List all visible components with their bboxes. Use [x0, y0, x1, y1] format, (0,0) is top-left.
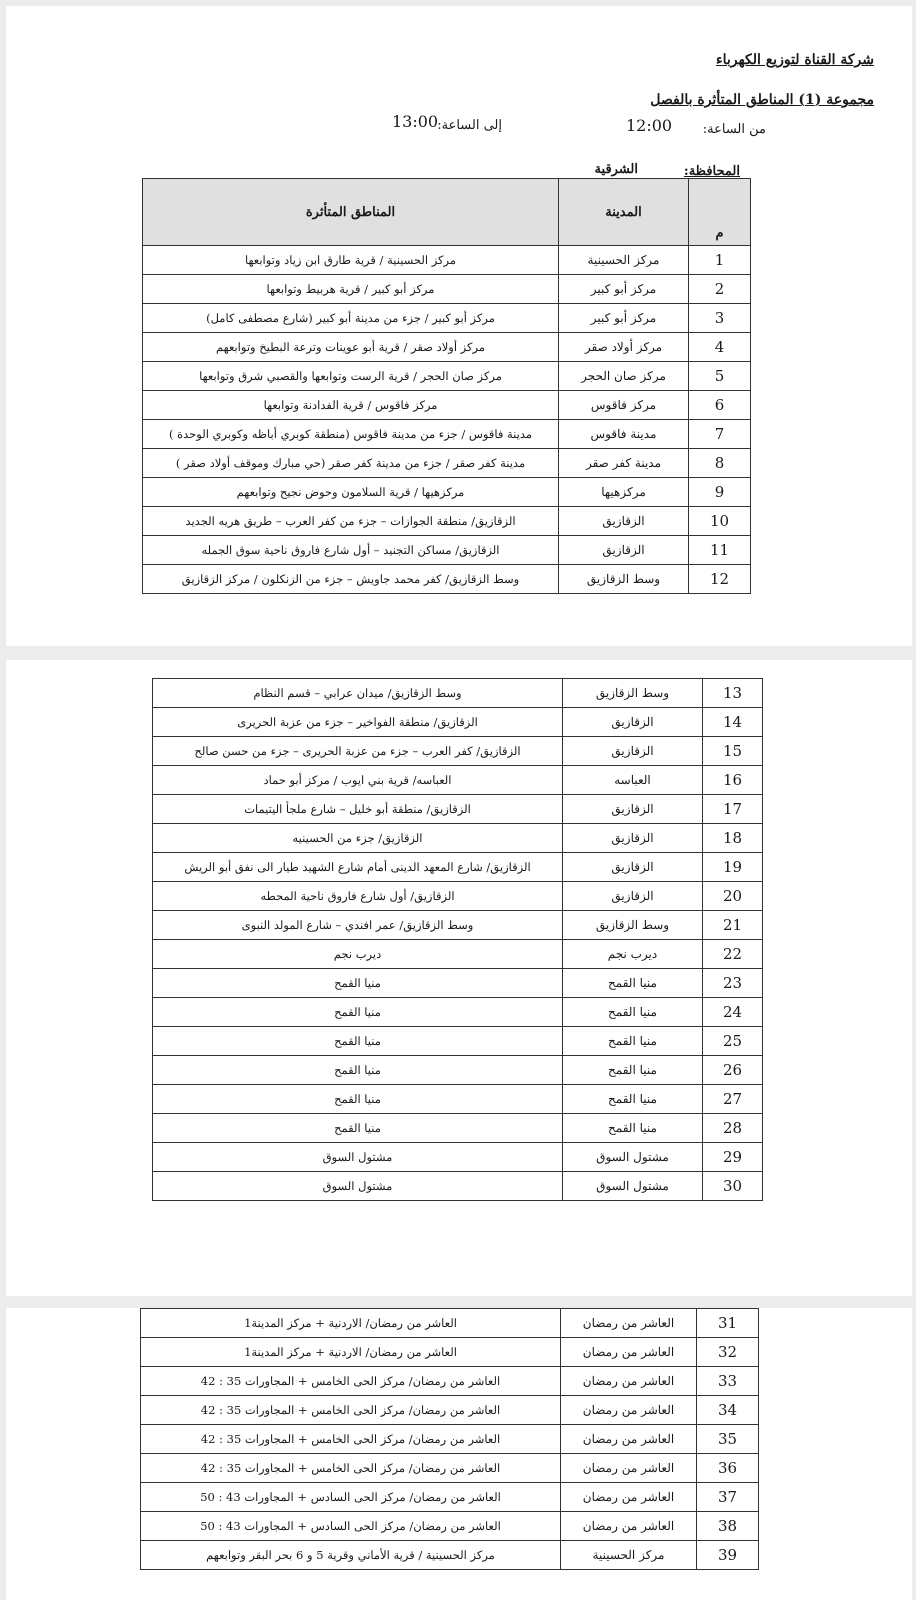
table-row: [153, 853, 763, 882]
table-row: [143, 333, 751, 362]
row-city: منيا القمح: [563, 1027, 703, 1056]
row-area: مشتول السوق: [153, 1172, 563, 1201]
row-number: 26: [703, 1056, 763, 1085]
table-row: [153, 882, 763, 911]
row-city: الزقازيق: [559, 536, 689, 565]
row-number: 29: [703, 1143, 763, 1172]
row-number: 27: [703, 1085, 763, 1114]
table-row: [153, 911, 763, 940]
row-city: الزقازيق: [563, 882, 703, 911]
row-area: العاشر من رمضان/ مركز الحى الخامس + المجاورات 35 : 42: [141, 1454, 561, 1483]
table-row: [153, 1027, 763, 1056]
row-area: وسط الزقازيق/ كفر محمد جاويش – جزء من الزنكلون / مركز الزقازيق: [143, 565, 559, 594]
table-row: [141, 1483, 759, 1512]
row-city: العاشر من رمضان: [561, 1309, 697, 1338]
row-number: 37: [697, 1483, 759, 1512]
col-header-area: المناطق المتأثرة: [143, 179, 559, 246]
row-city: الزقازيق: [563, 737, 703, 766]
row-city: العاشر من رمضان: [561, 1454, 697, 1483]
row-number: 18: [703, 824, 763, 853]
table-row: [153, 998, 763, 1027]
row-city: مشتول السوق: [563, 1172, 703, 1201]
row-area: مركز فاقوس / قرية الفدادنة وتوابعها: [143, 391, 559, 420]
row-city: منيا القمح: [563, 1056, 703, 1085]
row-number: 20: [703, 882, 763, 911]
to-time-label: إلى الساعة:: [437, 118, 502, 133]
table-row: [143, 246, 751, 275]
table-row: [153, 969, 763, 998]
table-row: [143, 449, 751, 478]
row-number: 6: [689, 391, 751, 420]
row-area: منيا القمح: [153, 1027, 563, 1056]
row-number: 22: [703, 940, 763, 969]
row-area: وسط الزقازيق/ عمر افندي – شارع المولد النبوى: [153, 911, 563, 940]
row-number: 25: [703, 1027, 763, 1056]
table-row: [141, 1396, 759, 1425]
row-area: الزقازيق/ منطقة أبو خليل – شارع ملجأ اليتيمات: [153, 795, 563, 824]
row-city: مركز أبو كبير: [559, 304, 689, 333]
row-number: 16: [703, 766, 763, 795]
row-number: 12: [689, 565, 751, 594]
row-city: منيا القمح: [563, 998, 703, 1027]
row-number: 24: [703, 998, 763, 1027]
table-row: [153, 679, 763, 708]
table-row: [143, 420, 751, 449]
row-area: مشتول السوق: [153, 1143, 563, 1172]
row-city: العاشر من رمضان: [561, 1512, 697, 1541]
row-number: 32: [697, 1338, 759, 1367]
row-city: منيا القمح: [563, 1085, 703, 1114]
table-row: [153, 1056, 763, 1085]
row-number: 30: [703, 1172, 763, 1201]
row-city: الزقازيق: [559, 507, 689, 536]
row-area: منيا القمح: [153, 1056, 563, 1085]
row-city: وسط الزقازيق: [563, 679, 703, 708]
table-row: [153, 1085, 763, 1114]
row-area: العباسه/ قرية بني ايوب / مركز أبو حماد: [153, 766, 563, 795]
table-row: [143, 536, 751, 565]
row-number: 39: [697, 1541, 759, 1570]
row-number: 34: [697, 1396, 759, 1425]
row-city: منيا القمح: [563, 969, 703, 998]
table-row: [141, 1338, 759, 1367]
governorate-value: الشرقية: [594, 162, 638, 177]
row-area: الزقازيق/ منطقة الفواخير – جزء من عزبة الحريرى: [153, 708, 563, 737]
row-area: مدينة كفر صقر / جزء من مدينة كفر صقر (حي مبارك وموقف أولاد صقر ): [143, 449, 559, 478]
document-page-1: [6, 6, 912, 646]
from-time-value: 12:00: [626, 116, 673, 135]
row-city: مركز فاقوس: [559, 391, 689, 420]
table-row: [143, 275, 751, 304]
row-area: مركز أولاد صقر / قرية أبو عوينات وترعة البطيخ وتوابعهم: [143, 333, 559, 362]
row-area: مركز الحسينية / قرية طارق ابن زياد وتوابعها: [143, 246, 559, 275]
affected-areas-table-2: [152, 678, 763, 1201]
row-city: مركز أولاد صقر: [559, 333, 689, 362]
col-header-city: المدينة: [559, 179, 689, 246]
row-number: 36: [697, 1454, 759, 1483]
row-number: 5: [689, 362, 751, 391]
row-area: العاشر من رمضان/ مركز الحى الخامس + المجاورات 35 : 42: [141, 1396, 561, 1425]
row-number: 10: [689, 507, 751, 536]
row-area: الزقازيق/ مساكن التجنيد – أول شارع فاروق ناحية سوق الجمله: [143, 536, 559, 565]
row-city: العاشر من رمضان: [561, 1396, 697, 1425]
table-row: [153, 824, 763, 853]
row-number: 7: [689, 420, 751, 449]
row-area: وسط الزقازيق/ ميدان عرابي – قسم النظام: [153, 679, 563, 708]
row-city: مركز الحسينية: [559, 246, 689, 275]
row-area: مدينة فاقوس / جزء من مدينة فاقوس (منطقة كوبري أباظه وكوبري الوحدة ): [143, 420, 559, 449]
row-area: مركز صان الحجر / قرية الرست وتوابعها والقصبي شرق وتوابعها: [143, 362, 559, 391]
row-number: 9: [689, 478, 751, 507]
company-name: شركة القناة لتوزيع الكهرباء: [716, 52, 874, 68]
table-row: [141, 1425, 759, 1454]
row-area: العاشر من رمضان/ الاردنية + مركز المدينة1: [141, 1309, 561, 1338]
table-row: [141, 1367, 759, 1396]
table-header-row: [143, 179, 751, 246]
table-row: [143, 507, 751, 536]
table-row: [143, 478, 751, 507]
row-area: منيا القمح: [153, 998, 563, 1027]
table-row: [141, 1454, 759, 1483]
row-number: 31: [697, 1309, 759, 1338]
table-row: [153, 795, 763, 824]
row-city: العاشر من رمضان: [561, 1483, 697, 1512]
table-row: [143, 304, 751, 333]
row-city: مركز صان الحجر: [559, 362, 689, 391]
affected-areas-table-3: [140, 1308, 759, 1570]
row-city: مركزهيها: [559, 478, 689, 507]
row-number: 19: [703, 853, 763, 882]
row-number: 13: [703, 679, 763, 708]
row-number: 33: [697, 1367, 759, 1396]
row-area: ديرب نجم: [153, 940, 563, 969]
row-area: مركز أبو كبير / جزء من مدينة أبو كبير (شارع مصطفى كامل): [143, 304, 559, 333]
row-number: 2: [689, 275, 751, 304]
col-header-number: م: [689, 179, 751, 246]
row-city: العاشر من رمضان: [561, 1338, 697, 1367]
row-city: وسط الزقازيق: [559, 565, 689, 594]
row-area: العاشر من رمضان/ الاردنية + مركز المدينة1: [141, 1338, 561, 1367]
row-area: الزقازيق/ شارع المعهد الدينى أمام شارع الشهيد طيار الى نفق أبو الريش: [153, 853, 563, 882]
row-city: مركز الحسينية: [561, 1541, 697, 1570]
row-number: 11: [689, 536, 751, 565]
document-page-2: [6, 660, 912, 1296]
row-number: 8: [689, 449, 751, 478]
row-number: 35: [697, 1425, 759, 1454]
row-city: مركز أبو كبير: [559, 275, 689, 304]
row-city: وسط الزقازيق: [563, 911, 703, 940]
row-number: 4: [689, 333, 751, 362]
group-title: مجموعة (1) المناطق المتأثرة بالفصل: [650, 92, 874, 108]
table-row: [153, 737, 763, 766]
table-row: [153, 940, 763, 969]
table-row: [141, 1512, 759, 1541]
row-number: 3: [689, 304, 751, 333]
row-area: الزقازيق/ كفر العرب – جزء من عزبة الحريرى – جزء من حسن صالح: [153, 737, 563, 766]
row-city: مشتول السوق: [563, 1143, 703, 1172]
row-city: الزقازيق: [563, 824, 703, 853]
row-city: ديرب نجم: [563, 940, 703, 969]
table-row: [143, 565, 751, 594]
row-city: منيا القمح: [563, 1114, 703, 1143]
row-city: الزقازيق: [563, 795, 703, 824]
row-area: العاشر من رمضان/ مركز الحى السادس + المجاورات 43 : 50: [141, 1512, 561, 1541]
governorate-label: المحافظة:: [683, 164, 740, 179]
table-row: [153, 766, 763, 795]
row-area: العاشر من رمضان/ مركز الحى الخامس + المجاورات 35 : 42: [141, 1425, 561, 1454]
row-area: الزقازيق/ منطقة الجوازات – جزء من كفر العرب – طريق هريه الجديد: [143, 507, 559, 536]
table-row: [143, 362, 751, 391]
table-row: [141, 1309, 759, 1338]
to-time-value: 13:00: [392, 112, 439, 131]
table-row: [143, 391, 751, 420]
row-area: الزقازيق/ جزء من الحسينيه: [153, 824, 563, 853]
document-page-3: [6, 1308, 912, 1600]
row-number: 38: [697, 1512, 759, 1541]
row-city: العاشر من رمضان: [561, 1367, 697, 1396]
affected-areas-table-1: [142, 178, 751, 594]
row-city: العباسه: [563, 766, 703, 795]
table-row: [153, 1114, 763, 1143]
row-area: العاشر من رمضان/ مركز الحى الخامس + المجاورات 35 : 42: [141, 1367, 561, 1396]
row-city: الزقازيق: [563, 708, 703, 737]
row-area: منيا القمح: [153, 1085, 563, 1114]
row-number: 15: [703, 737, 763, 766]
row-number: 14: [703, 708, 763, 737]
row-city: مدينة كفر صقر: [559, 449, 689, 478]
row-area: منيا القمح: [153, 1114, 563, 1143]
row-number: 1: [689, 246, 751, 275]
table-row: [153, 1143, 763, 1172]
row-city: الزقازيق: [563, 853, 703, 882]
row-city: العاشر من رمضان: [561, 1425, 697, 1454]
row-area: العاشر من رمضان/ مركز الحى السادس + المجاورات 43 : 50: [141, 1483, 561, 1512]
table-row: [153, 1172, 763, 1201]
row-number: 21: [703, 911, 763, 940]
row-city: مدينة فاقوس: [559, 420, 689, 449]
from-time-label: من الساعة:: [702, 122, 766, 137]
row-area: منيا القمح: [153, 969, 563, 998]
table-row: [153, 708, 763, 737]
row-area: الزقازيق/ أول شارع فاروق ناحية المحطه: [153, 882, 563, 911]
row-area: مركز أبو كبير / قرية هربيط وتوابعها: [143, 275, 559, 304]
row-area: مركز الحسينية / قرية الأماني وقرية 5 و 6 بحر البقر وتوابعهم: [141, 1541, 561, 1570]
row-number: 17: [703, 795, 763, 824]
row-number: 28: [703, 1114, 763, 1143]
table-row: [141, 1541, 759, 1570]
row-number: 23: [703, 969, 763, 998]
row-area: مركزهيها / قرية السلامون وحوض نجيح وتوابعهم: [143, 478, 559, 507]
